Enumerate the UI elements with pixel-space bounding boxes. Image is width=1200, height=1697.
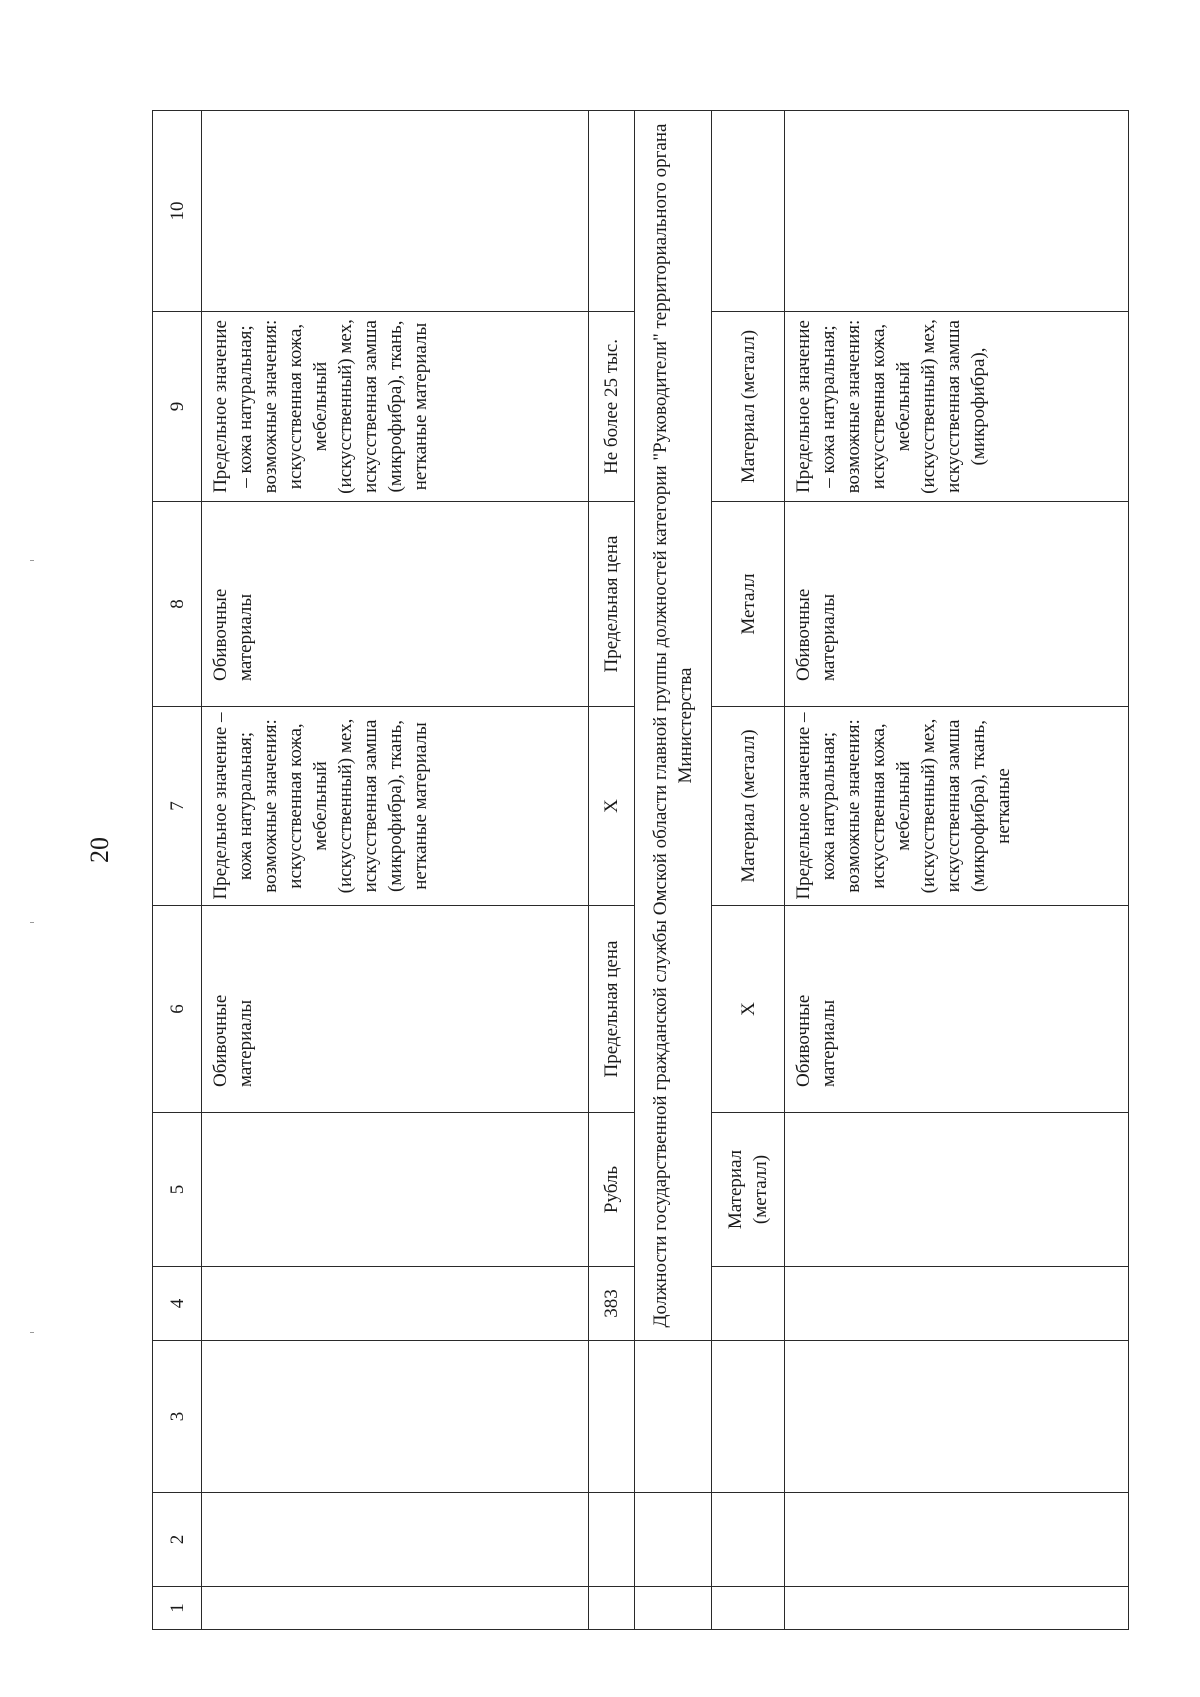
column-number: 4 [153,1267,202,1341]
table-cell [589,1493,635,1587]
table-cell [712,1587,785,1630]
rotated-table-container [152,110,1102,1630]
table-cell [785,1587,1129,1630]
table-cell [589,111,635,312]
table-cell [635,1493,712,1587]
table-cell [202,111,589,312]
column-number: 7 [153,707,202,906]
table-cell [712,1267,785,1341]
table-cell [712,1341,785,1493]
characteristic-cell: Предельная цена [589,502,635,707]
table-cell [712,1493,785,1587]
characteristic-value-cell: Х [712,906,785,1113]
characteristic-cell: Материал (металл) [712,707,785,906]
column-number: 10 [153,111,202,312]
table-cell [589,1341,635,1493]
characteristic-cell: Материал (металл) [712,312,785,502]
table-cell [202,1113,589,1267]
column-number: 5 [153,1113,202,1267]
table-cell [202,1341,589,1493]
specifications-table [152,110,1129,1630]
table-cell [635,1587,712,1630]
upholstery-row [202,111,589,1630]
table-cell [202,1267,589,1341]
characteristic-cell: Материал (металл) [712,1113,785,1267]
characteristic-value-cell: Металл [712,502,785,707]
material-row [712,111,785,1630]
characteristic-value-cell: Предельное значение – кожа натуральная; возможные значения: искусственная кожа, мебельный (искусственный) мех, искусственная замша (микрофибра), ткань, нетканые [785,707,1129,906]
table-cell [785,1493,1129,1587]
characteristic-value-cell: Х [589,707,635,906]
table-cell [712,111,785,312]
characteristic-value-cell: Предельное значение – кожа натуральная; возможные значения: искусственная кожа, мебельный (искусственный) мех, искусственная замша (микрофибра), ткань, нетканые материалы [202,312,589,502]
table-cell [785,1341,1129,1493]
table-cell [785,1267,1129,1341]
characteristic-cell: Обивочные материалы [785,906,1129,1113]
characteristic-cell: Обивочные материалы [785,502,1129,707]
characteristic-cell: Предельная цена [589,906,635,1113]
table-cell [785,1113,1129,1267]
section-title-row [635,111,712,1630]
scan-speck [30,1332,34,1333]
table-cell [202,1493,589,1587]
characteristic-value-cell: Не более 25 тыс. [589,312,635,502]
column-number: 1 [153,1587,202,1630]
column-number: 3 [153,1341,202,1493]
characteristic-cell: Обивочные материалы [202,502,589,707]
column-number: 6 [153,906,202,1113]
table-cell [785,111,1129,312]
column-number: 8 [153,502,202,707]
unit-name-cell: Рубль [589,1113,635,1267]
characteristic-value-cell: Предельное значение – кожа натуральная; возможные значения: искусственная кожа, мебельный (искусственный) мех, искусственная замша (микрофибра), ткань, нетканые материалы [202,707,589,906]
page-number: 20 [85,837,114,863]
table-cell [589,1587,635,1630]
column-number: 9 [153,312,202,502]
characteristic-cell: Обивочные материалы [202,906,589,1113]
table-cell [202,1587,589,1630]
unit-code-cell: 383 [589,1267,635,1341]
characteristic-value-cell: Предельное значение – кожа натуральная; возможные значения: искусственная кожа, мебельный (искусственный) мех, искусственная замша (микрофибра), [785,312,1129,502]
price-row [589,111,635,1630]
upholstery-row-2 [785,111,1129,1630]
section-title: Должности государственной гражданской службы Омской области главной группы должностей категории "Руководители" территориального органа Министерства [635,111,712,1341]
column-number: 2 [153,1493,202,1587]
scan-speck [30,560,34,561]
column-number-row [153,111,202,1630]
table-cell [635,1341,712,1493]
scan-speck [30,922,34,923]
